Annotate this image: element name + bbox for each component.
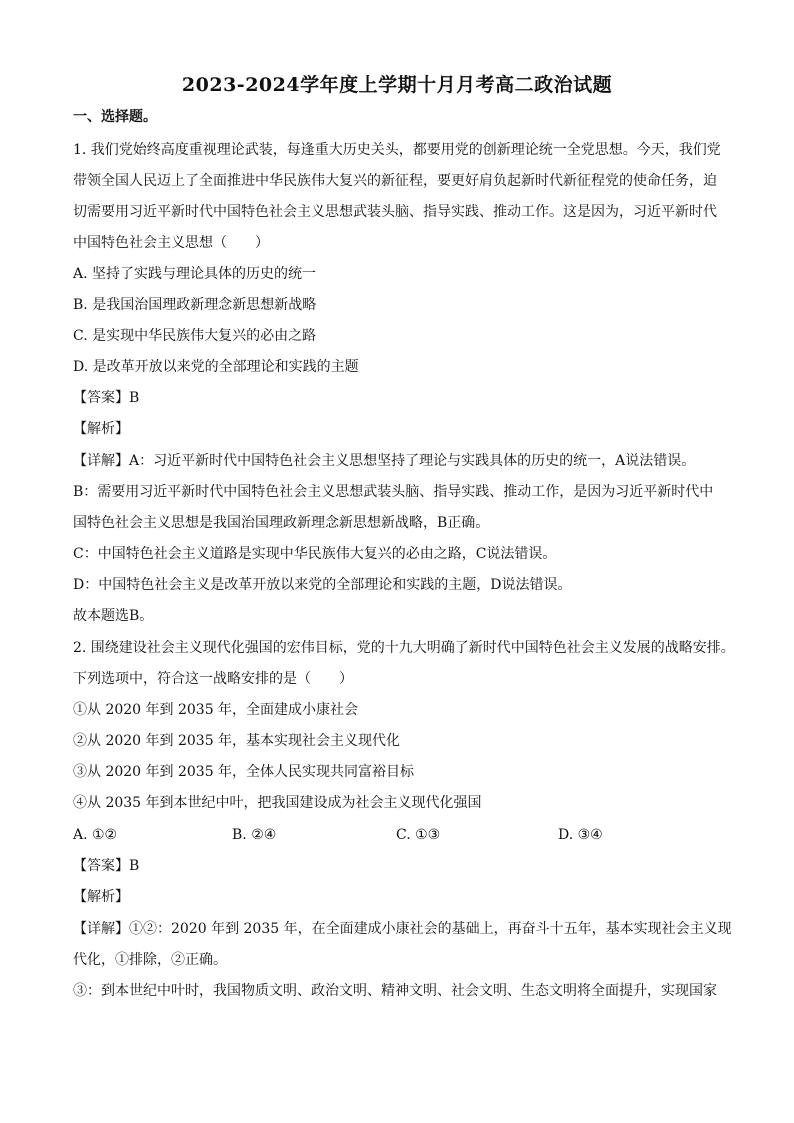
q2-options-row	[73, 825, 733, 845]
q2-option-c: C. ①③	[396, 827, 441, 843]
q1-explanation-line: 国特色社会主义思想是我国治国理政新理念新思想新战略，B正确。	[73, 515, 490, 531]
q1-stem-line: 带领全国人民迈上了全面推进中华民族伟大复兴的新征程，要更好肩负起新时代新征程党的使命任务，迫	[73, 173, 717, 189]
q1-explanation-line: B：需要用习近平新时代中国特色社会主义思想武装头脑、指导实践、推动工作，是因为习近平新时代中	[73, 484, 714, 500]
q1-analysis-label: 【解析】	[73, 421, 129, 437]
q2-analysis-label: 【解析】	[73, 889, 129, 905]
q2-explanation-line: ③：到本世纪中叶时，我国物质文明、政治文明、精神文明、社会文明、生态文明将全面提升，实现国家	[73, 983, 717, 999]
q2-statement-2: ②从 2020 年到 2035 年，基本实现社会主义现代化	[73, 733, 401, 749]
q1-option-c: C. 是实现中华民族伟大复兴的必由之路	[73, 328, 317, 344]
q1-explanation-line: D：中国特色社会主义是改革开放以来党的全部理论和实践的主题，D说法错误。	[73, 577, 572, 593]
q2-answer: 【答案】B	[73, 858, 140, 874]
q2-statement-3: ③从 2020 年到 2035 年，全体人民实现共同富裕目标	[73, 764, 415, 780]
q1-option-b: B. 是我国治国理政新理念新思想新战略	[73, 297, 317, 313]
q1-option-d: D. 是改革开放以来党的全部理论和实践的主题	[73, 359, 359, 375]
q1-conclusion: 故本题选B。	[73, 608, 154, 624]
q2-stem-line: 下列选项中，符合这一战略安排的是（ ）	[73, 671, 353, 687]
q1-answer: 【答案】B	[73, 390, 140, 406]
q2-option-a: A. ①②	[73, 827, 118, 843]
section-heading: 一、选择题。	[73, 109, 157, 125]
q1-stem-line: 中国特色社会主义思想（ ）	[73, 235, 269, 251]
q1-explanation-line: C：中国特色社会主义道路是实现中华民族伟大复兴的必由之路，C说法错误。	[73, 546, 557, 562]
q2-explanation-line: 【详解】①②：2020 年到 2035 年，在全面建成小康社会的基础上，再奋斗十五年，基本实现社会主义现	[73, 921, 732, 937]
q2-explanation-line: 代化，①排除，②正确。	[73, 952, 227, 968]
q2-statement-1: ①从 2020 年到 2035 年，全面建成小康社会	[73, 702, 359, 718]
q1-option-a: A. 坚持了实践与理论具体的历史的统一	[73, 266, 317, 282]
q1-stem-line: 1. 我们党始终高度重视理论武装，每逢重大历史关头，都要用党的创新理论统一全党思想。今天，我们党	[73, 142, 721, 158]
q2-statement-4: ④从 2035 年到本世纪中叶，把我国建设成为社会主义现代化强国	[73, 795, 482, 811]
q2-stem-line: 2. 围绕建设社会主义现代化强国的宏伟目标，党的十九大明确了新时代中国特色社会主义发展的战略安排。	[73, 640, 735, 656]
q2-option-b: B. ②④	[232, 827, 277, 843]
q2-option-d: D. ③④	[558, 827, 603, 843]
page-title: 2023-2024学年度上学期十月月考高二政治试题	[181, 74, 613, 96]
q1-stem-line: 切需要用习近平新时代中国特色社会主义思想武装头脑、指导实践、推动工作。这是因为，习近平新时代	[73, 204, 717, 220]
q1-explanation-line: 【详解】A：习近平新时代中国特色社会主义思想坚持了理论与实践具体的历史的统一，A说法错误。	[73, 453, 696, 469]
